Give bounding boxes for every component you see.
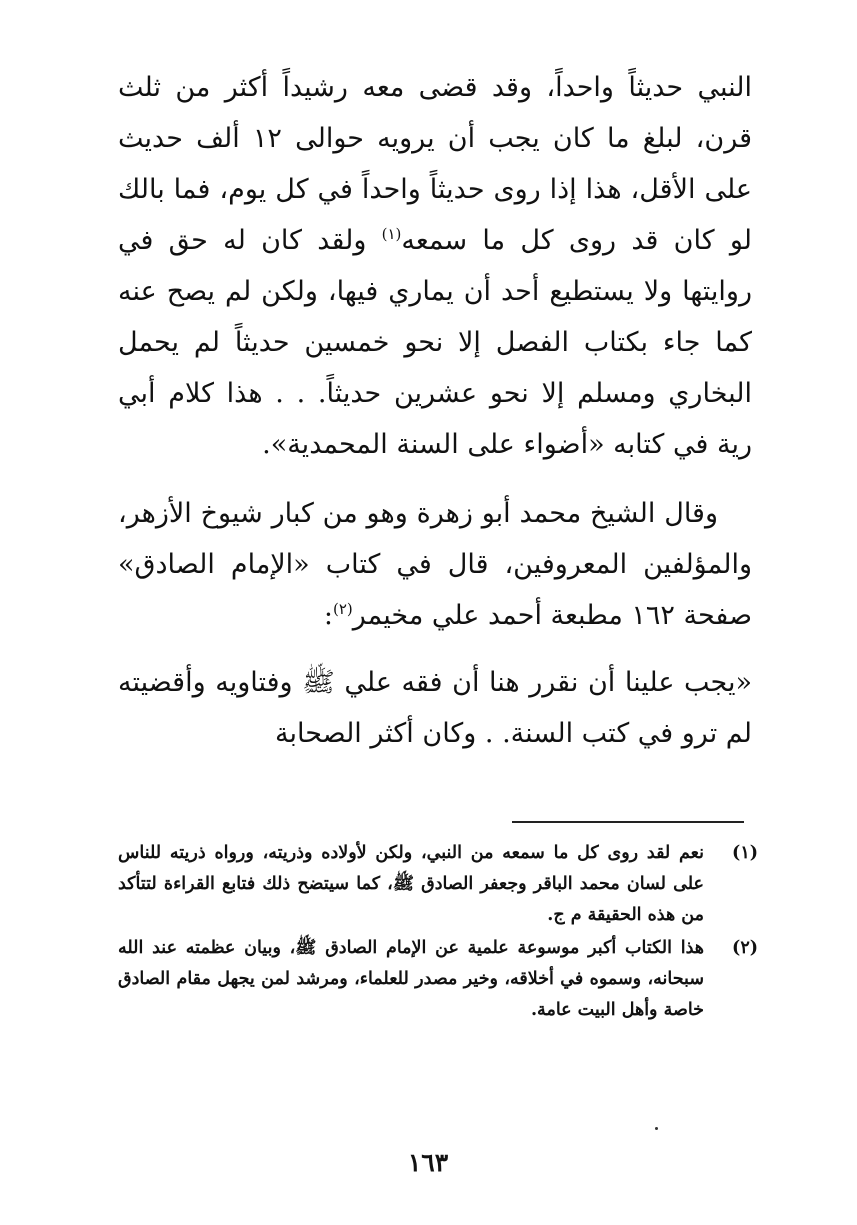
text-line: يوم، فما بالك لو كان قد روى كل ما سمعه: [118, 174, 753, 256]
text-line: كان له حق في روايتها ولا يستطيع أحد أن يماري فيها،: [118, 225, 753, 307]
footnote-number: (٢): [732, 938, 758, 958]
text-line: قرن، لبلغ ما كان يجب أن يرويه حوالى ١٢ ألف: [196, 123, 752, 154]
text-line: حديث على الأقل، هذا إذا روى حديثاً واحداً في كل: [118, 123, 752, 205]
page-number: ١٦٣: [407, 1148, 449, 1177]
paragraph-2: [118, 488, 752, 641]
print-mark-dot: [655, 1127, 658, 1130]
text-line: الصادق» صفحة ١٦٢ مطبعة أحمد علي مخيمر: [118, 549, 752, 631]
footnote-number: (١): [732, 843, 758, 863]
text-line: خمسين حديثاً لم يحمل البخاري ومسلم إلا نحو عشرين: [118, 327, 753, 409]
text-line: الأزهر، والمؤلفين المعروفين، قال في كتاب «الإمام: [118, 498, 752, 580]
text-line: وقال الشيخ محمد أبو زهرة وهو من كبار شيوخ: [200, 498, 718, 529]
footnotes: [118, 838, 758, 1028]
text-line: النبي حديثاً واحداً، وقد قضى معه رشيداً أكثر من ثلث: [118, 72, 752, 103]
footnote-1: [118, 838, 758, 931]
paragraph-1: [118, 62, 752, 470]
footnote-text: نعم لقد روى كل ما سمعه من النبي، ولكن لأولاده وذريته، ورواه ذريته للناس على لسان محمد الباقر وجعفر الصادق ﷺ، كما سيتضح ذلك فتابع القراءة لتتأكد من هذه الحقيقة م ج.: [118, 843, 704, 925]
text-line: ولقد: [317, 225, 382, 256]
footnote-separator: [512, 821, 744, 823]
footnote-2: [118, 933, 758, 1026]
text-line: :: [323, 600, 333, 631]
text-line: وأقضيته لم ترو في كتب السنة. . وكان أكثر الصحابة: [118, 667, 752, 749]
text-line: ولكن لم يصح عنه كما جاء بكتاب الفصل إلا نحو: [118, 276, 752, 358]
footnote-text: هذا الكتاب أكبر موسوعة علمية عن الإمام الصادق ﷺ، وبيان عظمته عند الله سبحانه، وسموه في أخلاقه، وخير مصدر للعلماء، ومرشد لمن يجهل مقام الصادق خاصة وأهل البيت عامة.: [118, 938, 704, 1020]
footnote-ref-1: (١): [381, 225, 402, 243]
footnote-ref-2: (٢): [332, 600, 353, 618]
main-text: [118, 62, 752, 759]
text-line: المحمدية».: [262, 429, 388, 460]
text-line: حديثاً. . . هذا كلام أبي رية في كتابه «أضواء على السنة: [118, 378, 752, 460]
text-line: «يجب علينا أن نقرر هنا أن فقه علي ﷺ وفتاويه: [215, 667, 752, 698]
paragraph-3: [118, 657, 752, 759]
